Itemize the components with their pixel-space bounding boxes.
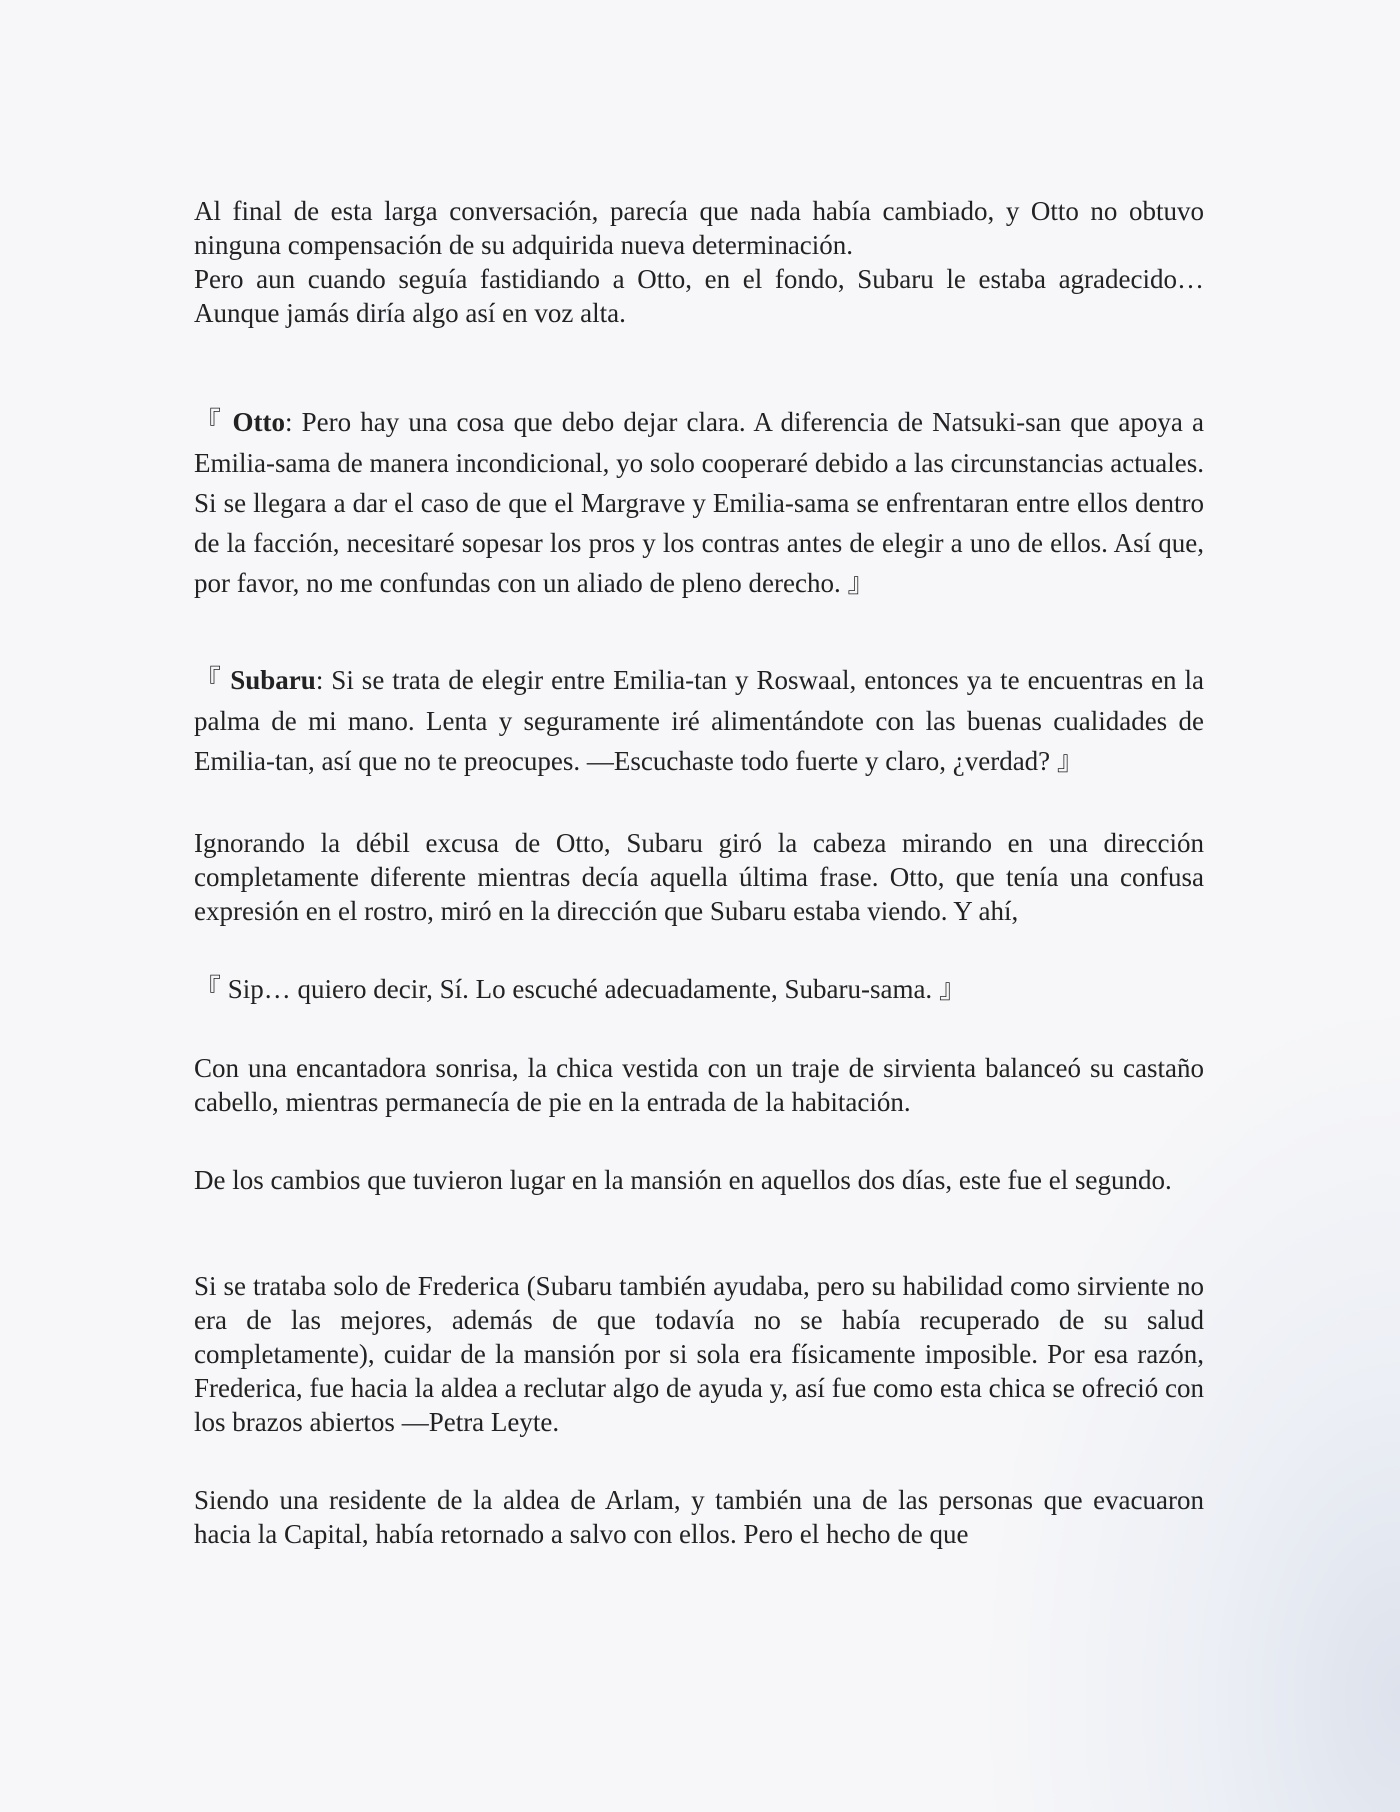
dialogue-text: : Pero hay una cosa que debo dejar clara. A diferencia de Natsuki-san que apoya a Emilia-sama de manera incondicional, yo solo cooperaré debido a las circunstancias actuales. Si se llegara a dar el caso de que el Margrave y Emilia-sama se enfrentaran entre ellos dentro de la facción, necesitaré sopesar los pros y los contras antes de elegir a uno de ellos. Así que, por favor, no me confundas con un aliado de pleno derecho. [194, 407, 1204, 598]
narration-paragraph [194, 194, 1204, 330]
paragraph-line: Al final de esta larga conversación, parecía que nada había cambiado, y Otto no obtuvo ninguna compensación de su adquirida nueva determinación. [194, 196, 1204, 260]
speaker-name: Otto [232, 407, 286, 437]
speaker-name: Subaru [230, 665, 316, 695]
open-quote-bracket: 『 [194, 407, 224, 438]
dialogue-otto [194, 402, 1204, 604]
open-quote-bracket: 『 [194, 665, 223, 696]
paragraph-line: Pero aun cuando seguía fastidiando a Otto, en el fondo, Subaru le estaba agradecido… Aunque jamás diría algo así en voz alta. [194, 264, 1204, 328]
open-quote-bracket: 『 [194, 974, 221, 1005]
dialogue-text: Sip… quiero decir, Sí. Lo escuché adecuadamente, Subaru-sama. [227, 974, 933, 1004]
close-quote-bracket: 』 [938, 974, 966, 1005]
narration-paragraph: De los cambios que tuvieron lugar en la mansión en aquellos dos días, este fue el segundo. [194, 1165, 1172, 1195]
close-quote-bracket: 』 [1056, 746, 1084, 777]
dialogue-subaru [194, 660, 1204, 782]
dialogue-text: : Si se trata de elegir entre Emilia-tan y Roswaal, entonces ya te encuentras en la palma de mi mano. Lenta y seguramente iré alimentándote con las buenas cualidades de Emilia-tan, así que no te preocupes. —Escuchaste todo fuerte y claro, ¿verdad? [194, 665, 1205, 776]
narration-paragraph: Con una encantadora sonrisa, la chica vestida con un traje de sirvienta balanceó su castaño cabello, mientras permanecía de pie en la entrada de la habitación. [194, 1053, 1204, 1117]
dialogue-petra [194, 972, 1204, 1007]
close-quote-bracket: 』 [847, 568, 875, 599]
narration-paragraph: Siendo una residente de la aldea de Arlam, y también una de las personas que evacuaron hacia la Capital, había retornado a salvo con ellos. Pero el hecho de que [194, 1485, 1204, 1549]
narration-paragraph: Si se trataba solo de Frederica (Subaru también ayudaba, pero su habilidad como sirviente no era de las mejores, además de que todavía no se había recuperado de su salud completamente), cuidar de la mansión por si sola era físicamente imposible. Por esa razón, Frederica, fue hacia la aldea a reclutar algo de ayuda y, así fue como esta chica se ofreció con los brazos abiertos —Petra Leyte. [194, 1271, 1204, 1437]
narration-paragraph: Ignorando la débil excusa de Otto, Subaru giró la cabeza mirando en una dirección completamente diferente mientras decía aquella última frase. Otto, que tenía una confusa expresión en el rostro, miró en la dirección que Subaru estaba viendo. Y ahí, [194, 828, 1204, 926]
